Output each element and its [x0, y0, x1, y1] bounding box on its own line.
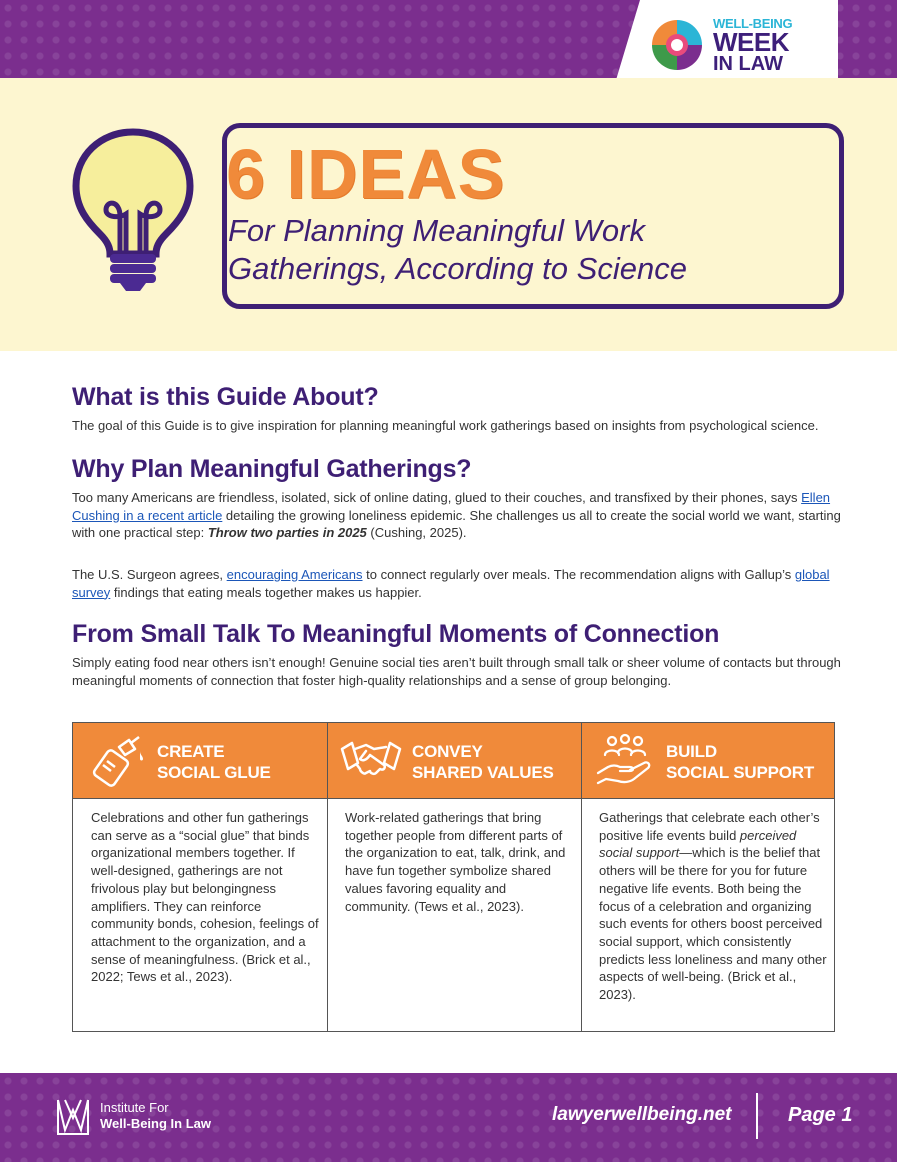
page-subtitle: For Planning Meaningful Work Gatherings, According to Science: [228, 213, 687, 286]
column-divider: [327, 723, 328, 1031]
link-encouraging-americans[interactable]: encouraging Americans: [226, 567, 363, 582]
card-header-shared-values: [328, 723, 581, 798]
card-body-social-support: [599, 809, 829, 1004]
footer-website-link[interactable]: lawyerwellbeing.net: [552, 1104, 732, 1125]
card-header-social-glue: [73, 723, 327, 798]
section-heading-why-plan: Why Plan Meaningful Gatherings?: [72, 455, 472, 483]
link-global-survey[interactable]: global survey: [72, 567, 830, 600]
institute-name-line2: Well-Being In Law: [100, 1116, 211, 1131]
lightbulb-icon: [70, 126, 196, 292]
link-ellen-cushing-article[interactable]: Ellen Cushing in a recent article: [72, 490, 831, 523]
header-divider: [73, 798, 834, 799]
institute-name-line1: Institute For: [100, 1100, 169, 1115]
section-heading-guide-about: What is this Guide About?: [72, 383, 379, 411]
column-divider: [581, 723, 582, 1031]
emphasis-perceived-support: perceived social support: [599, 827, 797, 861]
card-title-line2: SHARED VALUES: [412, 763, 554, 782]
logo-text-week: WEEK: [713, 27, 789, 57]
emphasis-throw-two-parties: Throw two parties in 2025: [207, 525, 367, 540]
card-body-shared-values: Work-related gatherings that bring together people from different parts of the organization to eat, talk, drink, and have fun together symbolize shared values favoring equality and community. (Tews et al., 2023).: [345, 810, 566, 914]
glue-bottle-icon: [85, 733, 147, 789]
text-fragment: (Cushing, 2025).: [366, 525, 467, 540]
page-title: 6 IDEAS: [226, 135, 506, 213]
text-fragment: findings that eating meals together makes us happier.: [110, 584, 422, 600]
card-title: [157, 741, 271, 783]
footer-separator: [756, 1093, 758, 1139]
card-title-line2: SOCIAL GLUE: [157, 763, 271, 782]
well-being-logo-icon: [652, 20, 702, 70]
card-title-line1: CREATE: [157, 742, 225, 761]
text-fragment: to connect regularly over meals. The recommendation aligns with Gallup’s: [362, 567, 795, 582]
text-fragment: The U.S. Surgeon agrees,: [72, 567, 227, 582]
section-text-guide-about: The goal of this Guide is to give inspiration for planning meaningful work gatherings based on insights from psychological science.: [72, 418, 819, 433]
text-fragment: detailing the growing loneliness epidemic. She challenges us all to create the social world we want, starting with one practical step:: [72, 507, 841, 540]
ideas-table: [72, 722, 835, 1032]
card-header-social-support: [582, 723, 834, 798]
card-title-line1: CONVEY: [412, 742, 483, 761]
section-text-small-talk: Simply eating food near others isn’t enough! Genuine social ties aren’t built through small talk or sheer volume of contacts but through meaningful moments of connection that foster high-quality relationships and a sense of group belonging.: [72, 655, 841, 688]
logo-text-well-being: WELL-BEING: [713, 16, 793, 31]
section-heading-small-talk: From Small Talk To Meaningful Moments of Connection: [72, 620, 720, 648]
text-fragment: Too many Americans are friendless, isolated, sick of online dating, glued to their couches, and transfixed by their phones, says: [72, 490, 802, 505]
paragraph-cushing: [72, 489, 847, 542]
card-title-line1: BUILD: [666, 742, 717, 761]
card-title: [666, 741, 814, 783]
logo-text-in-law: IN LAW: [713, 53, 783, 75]
institute-logo-icon: [56, 1096, 90, 1136]
card-title-line2: SOCIAL SUPPORT: [666, 763, 815, 782]
text-fragment: Gatherings that celebrate each other’s positive life events build: [599, 810, 820, 843]
page-number: Page 1: [788, 1104, 853, 1126]
card-title: [412, 741, 554, 783]
people-hand-icon: [594, 733, 656, 789]
text-fragment: —which is the belief that others will be there for you for future negative life events. Both being the focus of a celebration and organizing such events for others boost perceived social support, which consistently predicts less loneliness and many other aspects of well-being. (Brick et al., 2023).: [599, 845, 827, 1003]
card-body-social-glue: Celebrations and other fun gatherings can serve as a “social glue” that binds organizational members together. If well-designed, gatherings are not frivolous play but belongingness amplifiers. They can reinforce community bonds, cohesion, feelings of attachment to the organization, and a sense of meaningfulness. (Brick et al., 2022; Tews et al., 2023).: [91, 810, 319, 985]
handshake-icon: [340, 733, 402, 789]
paragraph-surgeon: [72, 566, 847, 601]
